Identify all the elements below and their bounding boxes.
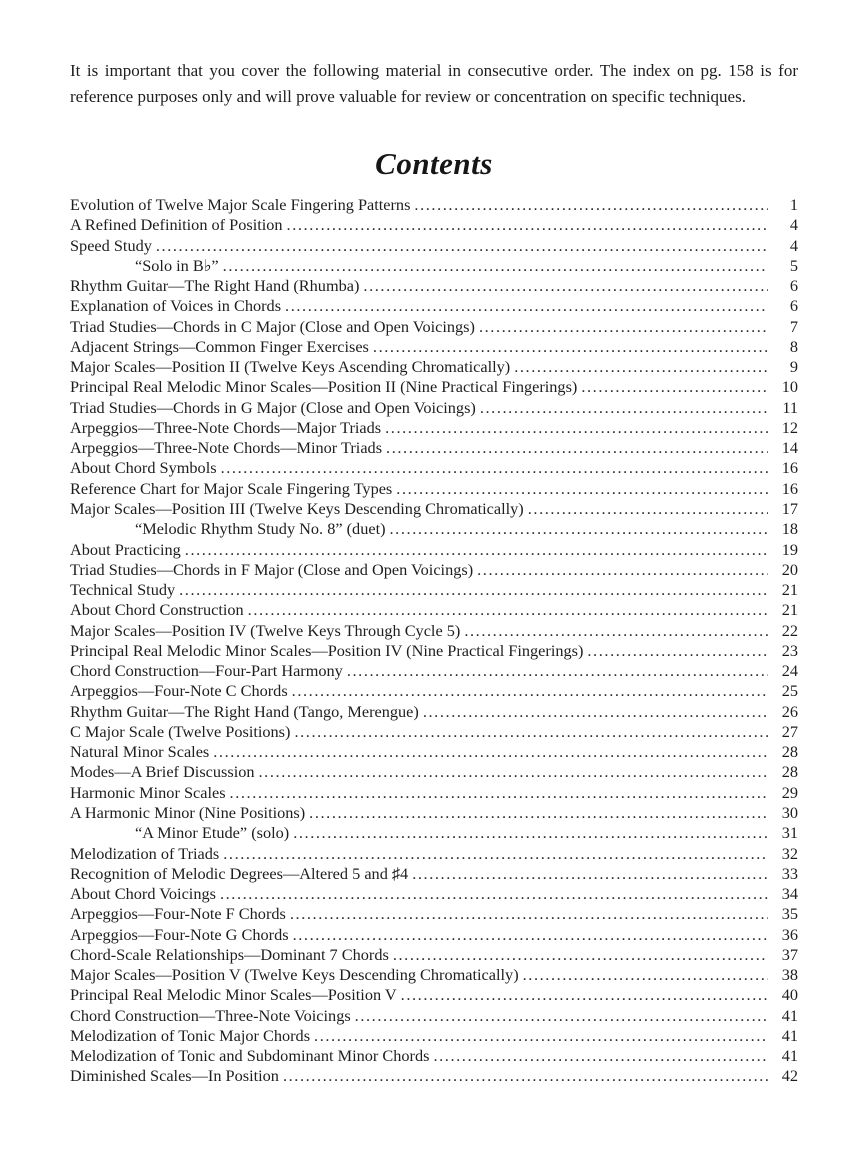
toc-entry-page-number: 4 xyxy=(789,235,798,255)
dot-leader-icon xyxy=(156,236,768,256)
toc-entry-page-number: 1 xyxy=(789,195,798,214)
toc-entry xyxy=(70,945,798,965)
toc-entry-title: Arpeggios—Four-Note C Chords xyxy=(70,681,288,701)
dot-leader-icon xyxy=(179,580,768,600)
dot-leader-icon xyxy=(393,945,768,965)
dot-leader-icon xyxy=(283,1066,768,1086)
toc-entry xyxy=(70,742,798,762)
toc-entry-title: Chord-Scale Relationships—Dominant 7 Chords xyxy=(70,944,389,964)
toc-entry xyxy=(70,296,798,316)
dot-leader-icon xyxy=(528,499,768,519)
toc-entry-page-number: 17 xyxy=(781,498,798,518)
toc-entry-title: Arpeggios—Three-Note Chords—Major Triads xyxy=(70,417,382,437)
toc-entry-page-number: 20 xyxy=(781,559,798,579)
toc-entry-page-number: 38 xyxy=(781,965,798,985)
toc-entry-title: Major Scales—Position II (Twelve Keys Ascending Chromatically) xyxy=(70,357,511,377)
toc-entry-page-number: 35 xyxy=(781,904,798,924)
toc-entry-page-number: 41 xyxy=(781,1005,798,1025)
dot-leader-icon xyxy=(292,681,768,701)
toc-entry-page-number: 6 xyxy=(789,296,798,316)
toc-entry xyxy=(70,458,798,478)
toc-entry xyxy=(70,1046,798,1066)
toc-entry xyxy=(70,560,798,580)
dot-leader-icon xyxy=(220,884,768,904)
toc-entry xyxy=(70,418,798,438)
dot-leader-icon xyxy=(390,519,768,539)
toc-entry xyxy=(70,864,798,884)
toc-entry-page-number: 16 xyxy=(781,478,798,498)
intro-line-1: It is important that you cover the following material in consecutive order. The index on pg. 158 is for xyxy=(70,61,798,80)
toc-entry-page-number: 29 xyxy=(781,782,798,802)
dot-leader-icon xyxy=(259,762,768,782)
toc-entry xyxy=(70,904,798,924)
toc-entry-page-number: 7 xyxy=(789,316,798,336)
toc-entry xyxy=(70,884,798,904)
toc-entry xyxy=(70,925,798,945)
toc-entry-title: Melodization of Tonic Major Chords xyxy=(70,1025,311,1045)
toc-entry-page-number: 28 xyxy=(781,742,798,762)
toc-entry xyxy=(70,661,798,681)
toc-entry xyxy=(70,823,798,843)
toc-entry-page-number: 31 xyxy=(781,823,798,843)
toc-entry-title: “A Minor Etude” (solo) xyxy=(135,823,290,843)
toc-entry-title: Evolution of Twelve Major Scale Fingering Patterns xyxy=(70,195,411,214)
toc-entry-title: A Refined Definition of Position xyxy=(70,215,283,235)
toc-entry xyxy=(70,479,798,499)
toc-entry-page-number: 21 xyxy=(781,580,798,600)
toc-entry xyxy=(70,215,798,235)
dot-leader-icon xyxy=(223,844,768,864)
toc-entry-page-number: 28 xyxy=(781,762,798,782)
toc-entry-title: Arpeggios—Four-Note G Chords xyxy=(70,924,289,944)
toc-entry-title: Reference Chart for Major Scale Fingering Types xyxy=(70,478,393,498)
page-title: Contents xyxy=(375,146,493,181)
dot-leader-icon xyxy=(230,783,768,803)
dot-leader-icon xyxy=(293,925,768,945)
toc-entry-title: Rhythm Guitar—The Right Hand (Tango, Merengue) xyxy=(70,701,419,721)
toc-entry-title: Principal Real Melodic Minor Scales—Position V xyxy=(70,985,397,1005)
toc-entry xyxy=(70,256,798,276)
dot-leader-icon xyxy=(477,560,768,580)
toc-entry-page-number: 40 xyxy=(781,985,798,1005)
toc-entry-title: Melodization of Tonic and Subdominant Minor Chords xyxy=(70,1046,430,1066)
dot-leader-icon xyxy=(293,823,768,843)
toc-entry-title: Major Scales—Position III (Twelve Keys Descending Chromatically) xyxy=(70,498,524,518)
toc-entry-title: Major Scales—Position IV (Twelve Keys Through Cycle 5) xyxy=(70,620,461,640)
toc-entry-title: About Practicing xyxy=(70,539,181,559)
toc-entry xyxy=(70,276,798,296)
dot-leader-icon xyxy=(464,621,768,641)
dot-leader-icon xyxy=(373,337,768,357)
dot-leader-icon xyxy=(480,398,768,418)
toc-entry-page-number: 37 xyxy=(781,944,798,964)
dot-leader-icon xyxy=(581,377,768,397)
toc-entry-page-number: 34 xyxy=(781,884,798,904)
toc-entry xyxy=(70,762,798,782)
toc-entry-page-number: 26 xyxy=(781,701,798,721)
toc-entry-title: Modes—A Brief Discussion xyxy=(70,762,255,782)
toc-list xyxy=(70,195,798,1087)
dot-leader-icon xyxy=(223,256,768,276)
toc-entry-title: Explanation of Voices in Chords xyxy=(70,296,282,316)
toc-entry xyxy=(70,357,798,377)
toc-entry-page-number: 22 xyxy=(781,620,798,640)
toc-entry-page-number: 41 xyxy=(781,1025,798,1045)
toc-entry xyxy=(70,1006,798,1026)
toc-entry-title: About Chord Voicings xyxy=(70,884,216,904)
toc-entry-title: Triad Studies—Chords in F Major (Close and Open Voicings) xyxy=(70,559,474,579)
toc-entry-title: Diminished Scales—In Position xyxy=(70,1066,279,1086)
toc-entry-title: Triad Studies—Chords in G Major (Close and Open Voicings) xyxy=(70,397,476,417)
dot-leader-icon xyxy=(433,1046,768,1066)
toc-entry xyxy=(70,844,798,864)
toc-entry-title: C Major Scale (Twelve Positions) xyxy=(70,721,291,741)
toc-entry-title: Principal Real Melodic Minor Scales—Position II (Nine Practical Fingerings) xyxy=(70,377,578,397)
intro-line-2: reference purposes only and will prove valuable for review or concentration on specific techniques. xyxy=(70,87,746,106)
toc-entry xyxy=(70,1026,798,1046)
toc-entry-page-number: 24 xyxy=(781,661,798,681)
dot-leader-icon xyxy=(414,195,768,215)
toc-entry xyxy=(70,236,798,256)
toc-entry xyxy=(70,641,798,661)
dot-leader-icon xyxy=(347,661,768,681)
toc-entry xyxy=(70,681,798,701)
toc-entry-title: Chord Construction—Three-Note Voicings xyxy=(70,1005,351,1025)
toc-entry xyxy=(70,1066,798,1086)
toc-entry-page-number: 25 xyxy=(781,681,798,701)
toc-entry-title: Major Scales—Position V (Twelve Keys Descending Chromatically) xyxy=(70,965,519,985)
dot-leader-icon xyxy=(185,540,768,560)
dot-leader-icon xyxy=(423,702,768,722)
dot-leader-icon xyxy=(221,458,768,478)
toc-entry xyxy=(70,499,798,519)
toc-entry-page-number: 6 xyxy=(789,276,798,296)
dot-leader-icon xyxy=(290,904,768,924)
toc-entry xyxy=(70,702,798,722)
toc-entry-title: “Melodic Rhythm Study No. 8” (duet) xyxy=(135,519,386,539)
intro-paragraph xyxy=(70,58,798,110)
toc-entry-page-number: 32 xyxy=(781,843,798,863)
toc-entry xyxy=(70,803,798,823)
toc-entry-page-number: 30 xyxy=(781,802,798,822)
toc-entry-title: About Chord Construction xyxy=(70,600,244,620)
dot-leader-icon xyxy=(514,357,768,377)
toc-entry-title: Technical Study xyxy=(70,580,176,600)
toc-entry-page-number: 23 xyxy=(781,640,798,660)
toc-entry-title: Adjacent Strings—Common Finger Exercises xyxy=(70,336,369,356)
toc-entry xyxy=(70,398,798,418)
dot-leader-icon xyxy=(248,600,768,620)
dot-leader-icon xyxy=(285,296,768,316)
toc-entry xyxy=(70,195,798,215)
toc-entry-title: Speed Study xyxy=(70,235,152,255)
toc-entry xyxy=(70,377,798,397)
toc-entry-page-number: 19 xyxy=(781,539,798,559)
toc-entry-page-number: 41 xyxy=(781,1046,798,1066)
toc-entry-title: Arpeggios—Three-Note Chords—Minor Triads xyxy=(70,438,383,458)
toc-entry-page-number: 18 xyxy=(781,519,798,539)
dot-leader-icon xyxy=(309,803,768,823)
toc-entry-title: About Chord Symbols xyxy=(70,458,217,478)
toc-entry-title: Harmonic Minor Scales xyxy=(70,782,226,802)
dot-leader-icon xyxy=(294,722,768,742)
dot-leader-icon xyxy=(587,641,768,661)
toc-entry xyxy=(70,985,798,1005)
toc-entry-page-number: 4 xyxy=(789,215,798,235)
toc-entry-title: Melodization of Triads xyxy=(70,843,220,863)
toc-entry-title: Chord Construction—Four-Part Harmony xyxy=(70,661,343,681)
toc-entry xyxy=(70,317,798,337)
toc-entry-title: “Solo in B♭” xyxy=(135,255,219,275)
dot-leader-icon xyxy=(523,965,768,985)
dot-leader-icon xyxy=(287,215,768,235)
dot-leader-icon xyxy=(314,1026,768,1046)
toc-entry-title: Recognition of Melodic Degrees—Altered 5 and ♯4 xyxy=(70,863,409,883)
dot-leader-icon xyxy=(412,864,768,884)
toc-entry xyxy=(70,438,798,458)
toc-entry-page-number: 27 xyxy=(781,721,798,741)
dot-leader-icon xyxy=(355,1006,768,1026)
toc-entry-title: Natural Minor Scales xyxy=(70,742,210,762)
toc-entry-title: Arpeggios—Four-Note F Chords xyxy=(70,904,286,924)
toc-entry-page-number: 14 xyxy=(781,438,798,458)
dot-leader-icon xyxy=(386,438,768,458)
dot-leader-icon xyxy=(363,276,768,296)
toc-entry-page-number: 21 xyxy=(781,600,798,620)
toc-entry-page-number: 12 xyxy=(781,417,798,437)
dot-leader-icon xyxy=(401,985,768,1005)
toc-entry-page-number: 5 xyxy=(789,255,798,275)
toc-entry-title: Rhythm Guitar—The Right Hand (Rhumba) xyxy=(70,276,360,296)
toc-entry-page-number: 11 xyxy=(782,397,798,417)
toc-entry-title: A Harmonic Minor (Nine Positions) xyxy=(70,802,306,822)
toc-entry xyxy=(70,621,798,641)
toc-entry xyxy=(70,600,798,620)
toc-entry-page-number: 36 xyxy=(781,924,798,944)
toc-entry-page-number: 8 xyxy=(789,336,798,356)
toc-entry-page-number: 16 xyxy=(781,458,798,478)
toc-entry-page-number: 42 xyxy=(781,1066,798,1086)
toc-entry-title: Principal Real Melodic Minor Scales—Position IV (Nine Practical Fingerings) xyxy=(70,640,584,660)
toc-entry xyxy=(70,540,798,560)
toc-entry-page-number: 33 xyxy=(781,863,798,883)
toc-entry xyxy=(70,580,798,600)
toc-entry-page-number: 10 xyxy=(781,377,798,397)
dot-leader-icon xyxy=(385,418,768,438)
toc-entry xyxy=(70,337,798,357)
dot-leader-icon xyxy=(213,742,768,762)
dot-leader-icon xyxy=(479,317,768,337)
toc-entry xyxy=(70,722,798,742)
toc-entry-title: Triad Studies—Chords in C Major (Close and Open Voicings) xyxy=(70,316,475,336)
toc-entry-page-number: 9 xyxy=(789,357,798,377)
toc-entry xyxy=(70,783,798,803)
dot-leader-icon xyxy=(396,479,768,499)
toc-entry xyxy=(70,965,798,985)
toc-entry xyxy=(70,519,798,539)
